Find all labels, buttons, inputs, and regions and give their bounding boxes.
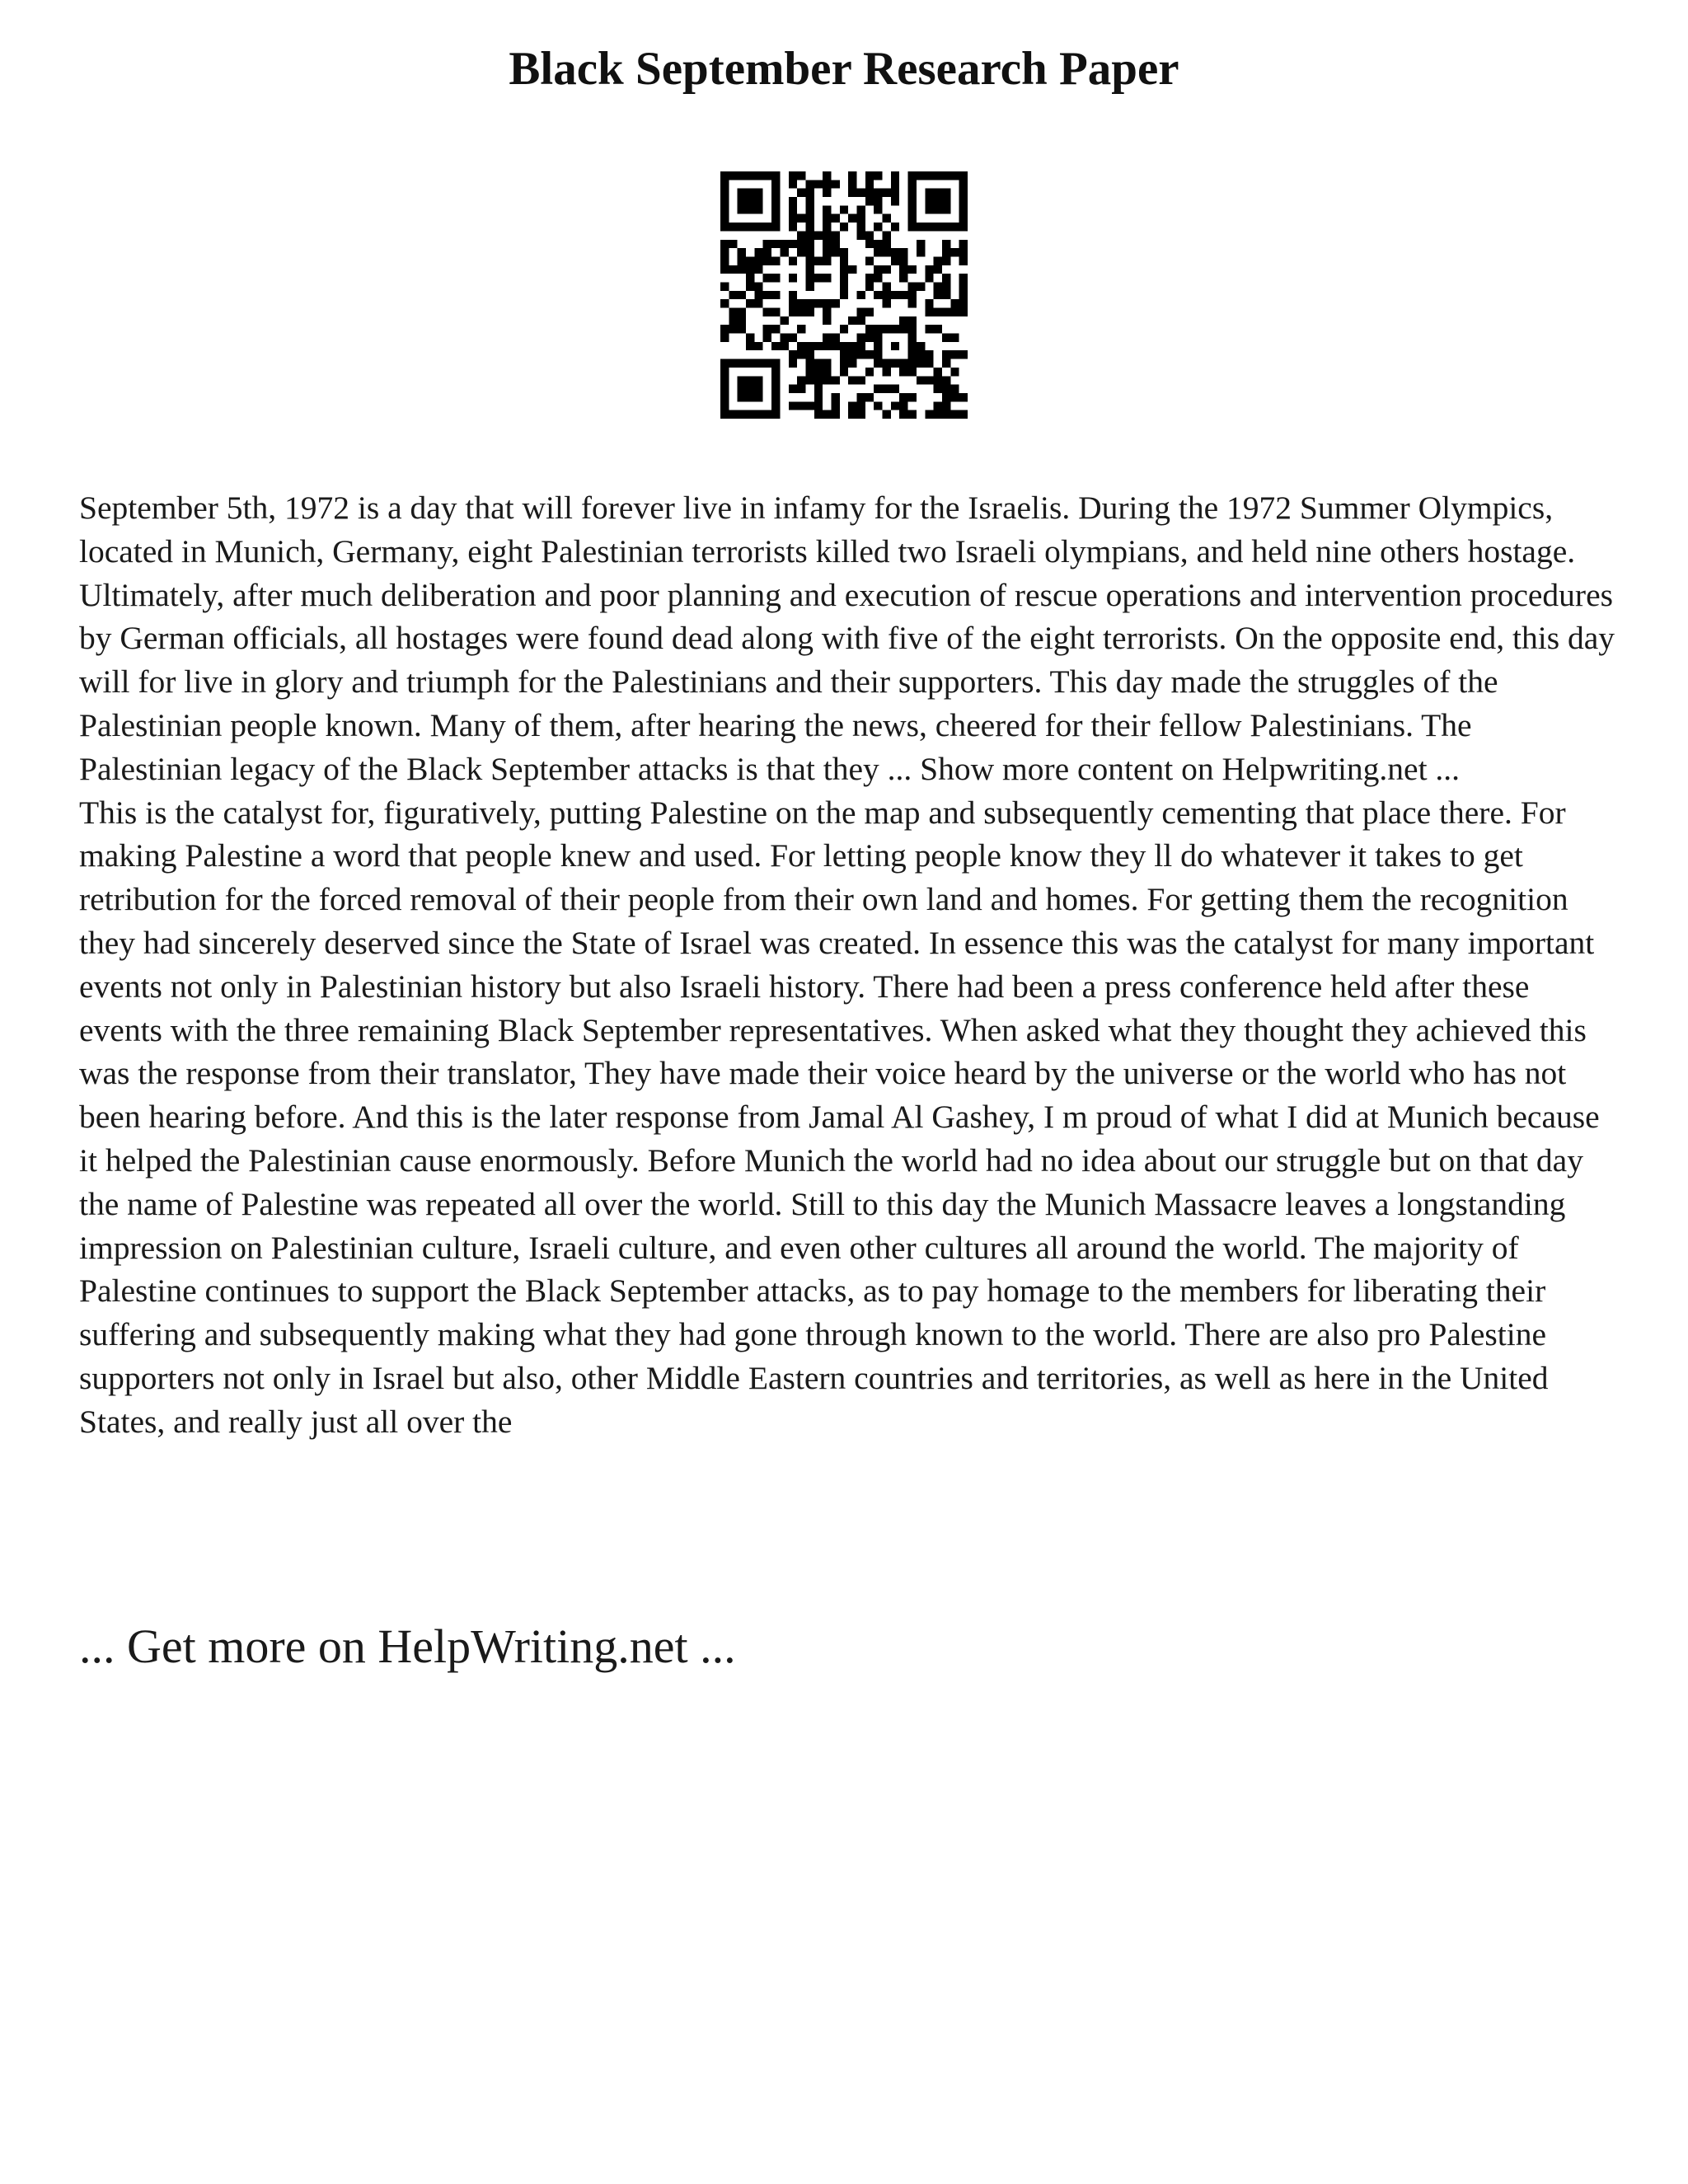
get-more-link[interactable]: ... Get more on HelpWriting.net ...	[79, 1619, 736, 1673]
paragraph-legacy: This is the catalyst for, figuratively, putting Palestine on the map and subsequently cementing that place there. For making Palestine a word that people knew and used. For letting people know they ll do whatever it takes to get retribution for the forced removal of their people from their own land and homes. For getting them the recognition they had sincerely deserved since the State of Israel was created. In essence this was the catalyst for many important events not only in Palestinian history but also Israeli history. There had been a press conference held after these events with the three remaining Black September representatives. When asked what they thought they achieved this was the response from their translator, They have made their voice heard by the universe or the world who has not been hearing before. And this is the later response from Jamal Al Gashey, I m proud of what I did at Munich because it helped the Palestinian cause enormously. Before Munich the world had no idea about our struggle but on that day the name of Palestine was repeated all over the world. Still to this day the Munich Massacre leaves a longstanding impression on Palestinian culture, Israeli culture, and even other cultures all around the world. The majority of Palestine continues to support the Black September attacks, as to pay homage to the members for liberating their suffering and subsequently making what they had gone through known to the world. There are also pro Palestine supporters not only in Israel but also, other Middle Eastern countries and territories, as well as here in the United States, and really just all over the	[79, 794, 1600, 1440]
page-title: Black September Research Paper	[509, 43, 1179, 95]
article-body	[79, 486, 1620, 1444]
qr-code-icon	[720, 171, 968, 419]
paragraph-intro: September 5th, 1972 is a day that will forever live in infamy for the Israelis. During the 1972 Summer Olympics, located in Munich, Germany, eight Palestinian terrorists killed two Israeli olympians, and held nine others hostage. Ultimately, after much deliberation and poor planning and execution of rescue operations and intervention procedures by German officials, all hostages were found dead along with five of the eight terrorists. On the opposite end, this day will for live in glory and triumph for the Palestinians and their supporters. This day made the struggles of the Palestinian people known. Many of them, after hearing the news, cheered for their fellow Palestinians. The Palestinian legacy of the Black September attacks is that they ... Show more content on Helpwriting.net ...	[79, 490, 1615, 787]
